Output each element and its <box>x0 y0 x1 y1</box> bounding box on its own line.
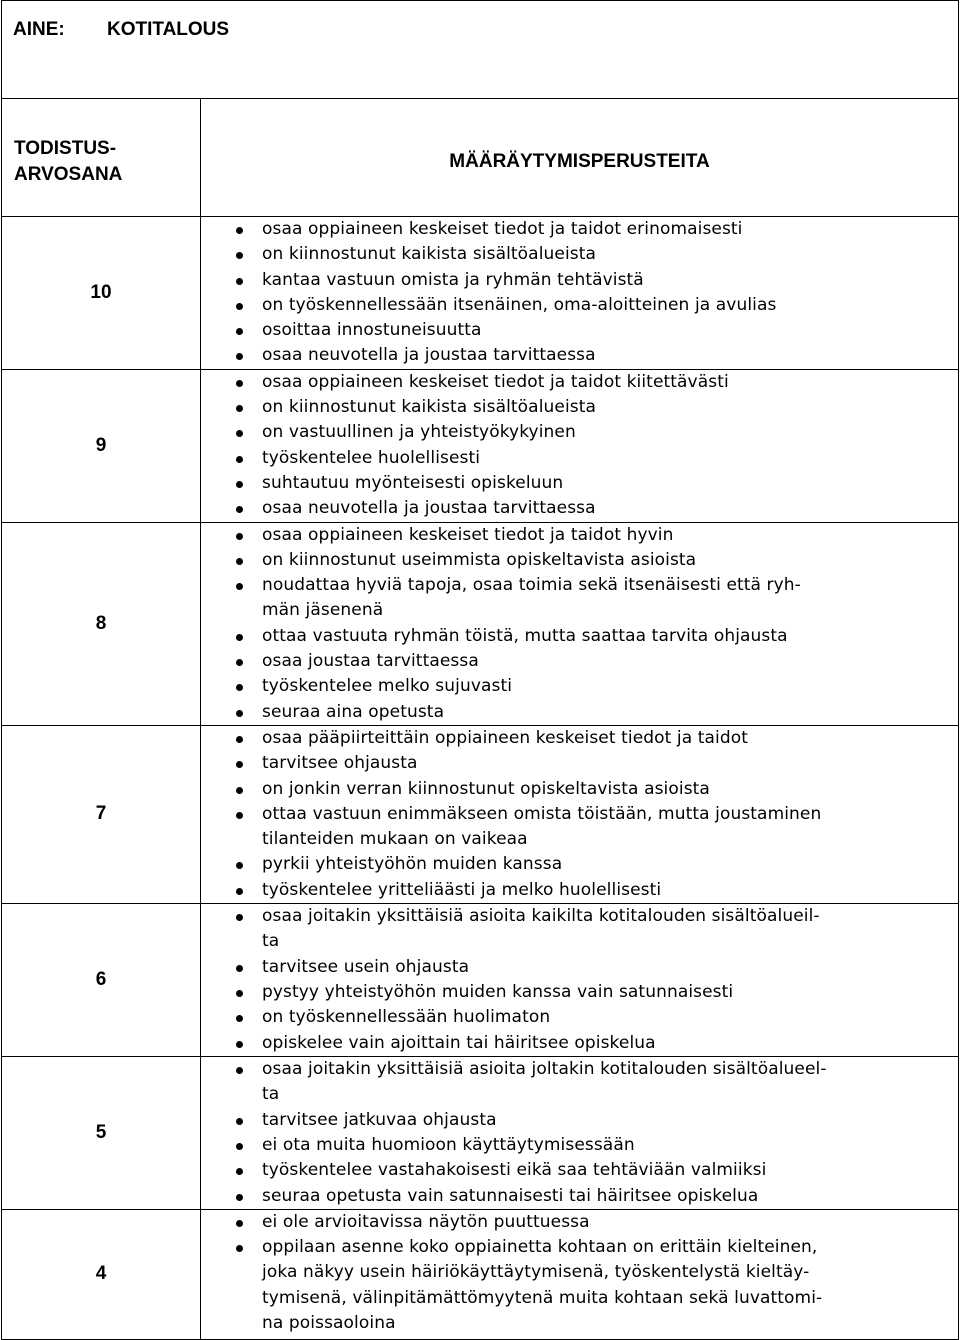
criteria-item: noudattaa hyviä tapoja, osaa toimia sekä itsenäisesti että ryh- män jäsenenä <box>201 573 958 624</box>
criteria-list <box>201 1210 958 1336</box>
criteria-item: osaa joustaa tarvittaessa <box>201 649 958 674</box>
header-criteria-label: MÄÄRÄYTYMISPERUSTEITA <box>449 150 710 172</box>
grade-value: 7 <box>2 725 201 903</box>
grade-row <box>2 1057 959 1210</box>
header-grade-label: TODISTUS- ARVOSANA <box>14 137 123 185</box>
criteria-list <box>201 726 958 903</box>
grade-row <box>2 369 959 522</box>
criteria-item: työskentelee melko sujuvasti <box>201 674 958 699</box>
grade-row <box>2 725 959 903</box>
criteria-item: ei ole arvioitavissa näytön puuttuessa <box>201 1210 958 1235</box>
criteria-list <box>201 523 958 725</box>
criteria-item: pyrkii yhteistyöhön muiden kanssa <box>201 852 958 877</box>
grade-value: 5 <box>2 1057 201 1210</box>
criteria-item: osaa joitakin yksittäisiä asioita joltakin kotitalouden sisältöalueel- ta <box>201 1057 958 1108</box>
grade-row <box>2 1209 959 1339</box>
criteria-list <box>201 1057 958 1209</box>
criteria-item: tarvitsee usein ohjausta <box>201 955 958 980</box>
header-criteria-column <box>201 99 959 217</box>
criteria-cell <box>201 522 959 725</box>
grade-value: 10 <box>2 217 201 370</box>
grade-value: 4 <box>2 1209 201 1339</box>
criteria-item: osaa oppiaineen keskeiset tiedot ja taidot erinomaisesti <box>201 217 958 242</box>
criteria-item: tarvitsee ohjausta <box>201 751 958 776</box>
criteria-item: ottaa vastuuta ryhmän töistä, mutta saattaa tarvita ohjausta <box>201 624 958 649</box>
header-row <box>2 99 959 217</box>
criteria-item: työskentelee yritteliäästi ja melko huolellisesti <box>201 878 958 903</box>
grade-row <box>2 217 959 370</box>
criteria-item: suhtautuu myönteisesti opiskeluun <box>201 471 958 496</box>
subject-value: KOTITALOUS <box>107 19 230 40</box>
criteria-item: osaa neuvotella ja joustaa tarvittaessa <box>201 343 958 368</box>
criteria-item: on kiinnostunut kaikista sisältöalueista <box>201 395 958 420</box>
criteria-cell <box>201 217 959 370</box>
criteria-item: osaa oppiaineen keskeiset tiedot ja taidot hyvin <box>201 523 958 548</box>
criteria-item: osaa oppiaineen keskeiset tiedot ja taidot kiitettävästi <box>201 370 958 395</box>
criteria-item: ottaa vastuun enimmäkseen omista töistään, mutta joustaminen tilanteiden mukaan on vaikeaa <box>201 802 958 853</box>
subject-cell <box>2 1 959 99</box>
criteria-item: tarvitsee jatkuvaa ohjausta <box>201 1108 958 1133</box>
criteria-item: osaa pääpiirteittäin oppiaineen keskeiset tiedot ja taidot <box>201 726 958 751</box>
grade-rows <box>2 217 959 1340</box>
criteria-list <box>201 370 958 522</box>
criteria-cell <box>201 1057 959 1210</box>
criteria-item: seuraa aina opetusta <box>201 700 958 725</box>
grade-value: 9 <box>2 369 201 522</box>
criteria-item: osaa neuvotella ja joustaa tarvittaessa <box>201 496 958 521</box>
criteria-cell <box>201 1209 959 1339</box>
criteria-item: on kiinnostunut useimmista opiskeltavista asioista <box>201 548 958 573</box>
criteria-item: on työskennellessään huolimaton <box>201 1005 958 1030</box>
criteria-item: osoittaa innostuneisuutta <box>201 318 958 343</box>
criteria-item: pystyy yhteistyöhön muiden kanssa vain satunnaisesti <box>201 980 958 1005</box>
grade-row <box>2 522 959 725</box>
grade-row <box>2 904 959 1057</box>
criteria-item: on kiinnostunut kaikista sisältöalueista <box>201 242 958 267</box>
criteria-cell <box>201 725 959 903</box>
criteria-list <box>201 217 958 369</box>
criteria-item: on jonkin verran kiinnostunut opiskeltavista asioista <box>201 777 958 802</box>
grade-value: 8 <box>2 522 201 725</box>
criteria-item: kantaa vastuun omista ja ryhmän tehtävistä <box>201 268 958 293</box>
subject-label: AINE: <box>13 19 65 40</box>
criteria-item: työskentelee vastahakoisesti eikä saa tehtäviään valmiiksi <box>201 1158 958 1183</box>
criteria-item: on vastuullinen ja yhteistyökykyinen <box>201 420 958 445</box>
criteria-cell <box>201 904 959 1057</box>
criteria-item: ei ota muita huomioon käyttäytymisessään <box>201 1133 958 1158</box>
criteria-item: oppilaan asenne koko oppiainetta kohtaan on erittäin kielteinen, joka näkyy usein häiriökäyttäytymisenä, työskentelystä kieltäy- tymisenä, välinpitämättömyytenä muita kohtaan sekä luvattomi- na poissaoloina <box>201 1235 958 1336</box>
grading-table <box>1 0 959 1340</box>
header-grade-column <box>2 99 201 217</box>
subject-row <box>2 1 959 99</box>
criteria-item: seuraa opetusta vain satunnaisesti tai häiritsee opiskelua <box>201 1184 958 1209</box>
criteria-item: opiskelee vain ajoittain tai häiritsee opiskelua <box>201 1031 958 1056</box>
criteria-cell <box>201 369 959 522</box>
criteria-item: osaa joitakin yksittäisiä asioita kaikilta kotitalouden sisältöalueil- ta <box>201 904 958 955</box>
criteria-item: on työskennellessään itsenäinen, oma-aloitteinen ja avulias <box>201 293 958 318</box>
criteria-list <box>201 904 958 1056</box>
grade-value: 6 <box>2 904 201 1057</box>
criteria-item: työskentelee huolellisesti <box>201 446 958 471</box>
